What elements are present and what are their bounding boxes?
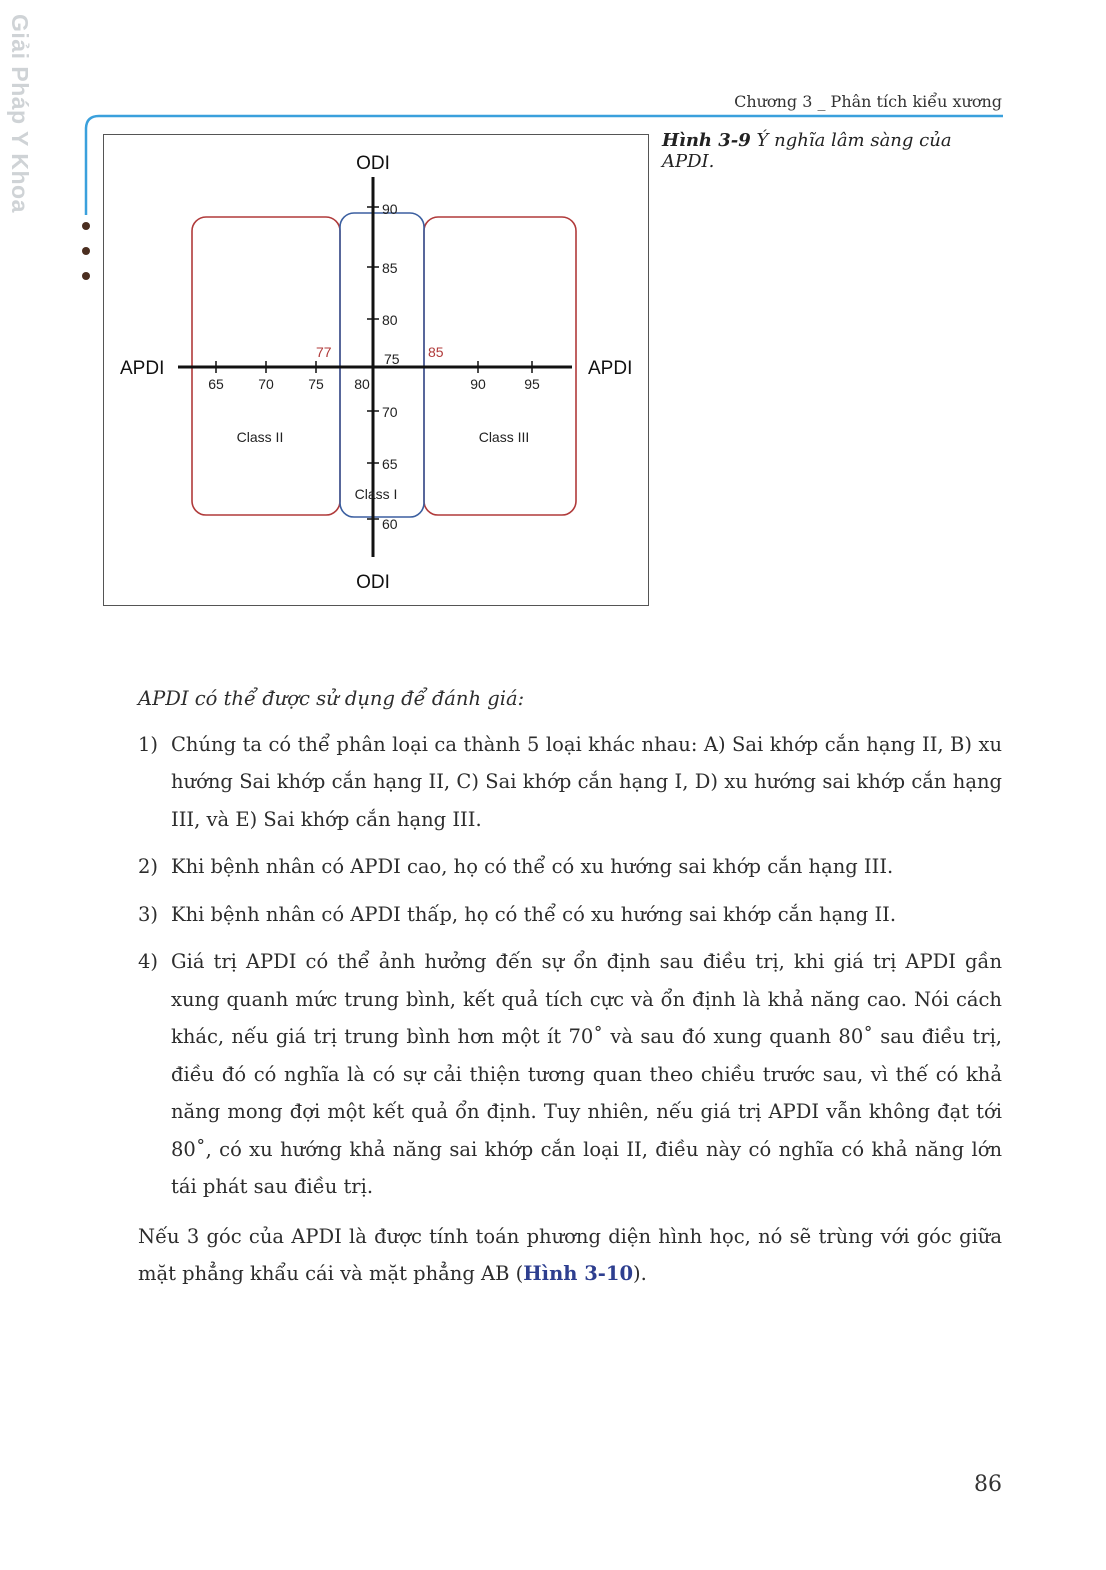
bullet-dot: [82, 247, 90, 255]
list-number: 3): [138, 902, 159, 926]
apdi-diagram: [104, 135, 650, 607]
apdi-tick-label: 75: [308, 376, 324, 392]
apdi-tick-label: 90: [470, 376, 486, 392]
list-item-text: Khi bệnh nhân có APDI thấp, họ có thể có xu hướng sai khớp cắn hạng II.: [171, 902, 897, 926]
list-item: [138, 943, 1002, 1206]
list-number: 4): [138, 950, 159, 973]
boundary-label-low: 77: [316, 344, 332, 360]
side-brand-watermark: Giải Pháp Y Khoa: [7, 14, 33, 213]
numbered-list: [138, 726, 1002, 1206]
chapter-header: Chương 3 _ Phân tích kiểu xương: [734, 92, 1002, 111]
figure-caption-text: Ý nghĩa lâm sàng của APDI.: [662, 130, 952, 172]
odi-tick-label: 75: [384, 351, 400, 367]
odi-label-top: ODI: [356, 153, 390, 174]
list-number: 2): [138, 855, 159, 878]
odi-tick-label: 70: [382, 404, 398, 420]
odi-tick-label: 65: [382, 456, 398, 472]
list-item: [138, 726, 1002, 839]
boundary-label-high: 85: [428, 344, 444, 360]
apdi-tick-label: 80: [354, 376, 370, 392]
odi-tick-label: 80: [382, 312, 398, 328]
figure-reference-link[interactable]: Hình 3-10: [523, 1262, 634, 1285]
figure-caption: [662, 130, 1007, 172]
figure-number: Hình 3-9: [662, 130, 751, 151]
closing-text-end: ).: [633, 1262, 647, 1285]
figure-apdi-diagram: [103, 134, 649, 606]
apdi-tick-label: 95: [524, 376, 540, 392]
closing-text: Nếu 3 góc của APDI là được tính toán phương diện hình học, nó sẽ trùng với góc giữa mặt phẳng khẩu cái và mặt phẳng AB (: [138, 1224, 1002, 1285]
apdi-tick-label: 70: [258, 376, 274, 392]
list-item: [138, 848, 1002, 886]
odi-tick-label: 85: [382, 260, 398, 276]
odi-tick-label: 60: [382, 516, 398, 532]
closing-paragraph: [138, 1218, 1002, 1293]
odi-label-bottom: ODI: [356, 572, 390, 593]
odi-tick-label: 90: [382, 201, 398, 217]
bullet-dot: [82, 222, 90, 230]
list-item-text: Chúng ta có thể phân loại ca thành 5 loại khác nhau: A) Sai khớp cắn hạng II, B) xu hướng Sai khớp cắn hạng II, C) Sai khớp cắn hạng I, D) xu hướng sai khớp cắn hạng III, và E) Sai khớp cắn hạng III.: [171, 732, 1002, 831]
class-iii-label: Class III: [478, 429, 530, 445]
bullet-dot: [82, 272, 90, 280]
apdi-tick-label: 65: [208, 376, 224, 392]
class-i-label: Class I: [354, 486, 398, 502]
body-text: [138, 680, 1002, 1293]
list-number: 1): [138, 732, 159, 756]
lead-sentence: APDI có thể được sử dụng để đánh giá:: [138, 687, 525, 710]
list-item-text: Giá trị APDI có thể ảnh hưởng đến sự ổn định sau điều trị, khi giá trị APDI gần xung quanh mức trung bình, kết quả tích cực và ổn định là khả năng cao. Nói cách khác, nếu giá trị trung bình hơn một ít 70˚ và sau đó xung quanh 80˚ sau điều trị, điều đó có nghĩa là có sự cải thiện tương quan theo chiều trước sau, vì thế có khả năng mong đợi một kết quả ổn định. Tuy nhiên, nếu giá trị APDI vẫn không đạt tới 80˚, có xu hướng khả năng sai khớp cắn loại II, điều này có nghĩa có khả năng lớn tái phát sau điều trị.: [171, 950, 1002, 1198]
apdi-label-right: APDI: [588, 358, 633, 379]
page-number: 86: [974, 1472, 1002, 1497]
class-ii-label: Class II: [236, 429, 284, 445]
apdi-label-left: APDI: [120, 358, 165, 379]
list-item-text: Khi bệnh nhân có APDI cao, họ có thể có xu hướng sai khớp cắn hạng III.: [171, 855, 894, 878]
list-item: [138, 896, 1002, 934]
